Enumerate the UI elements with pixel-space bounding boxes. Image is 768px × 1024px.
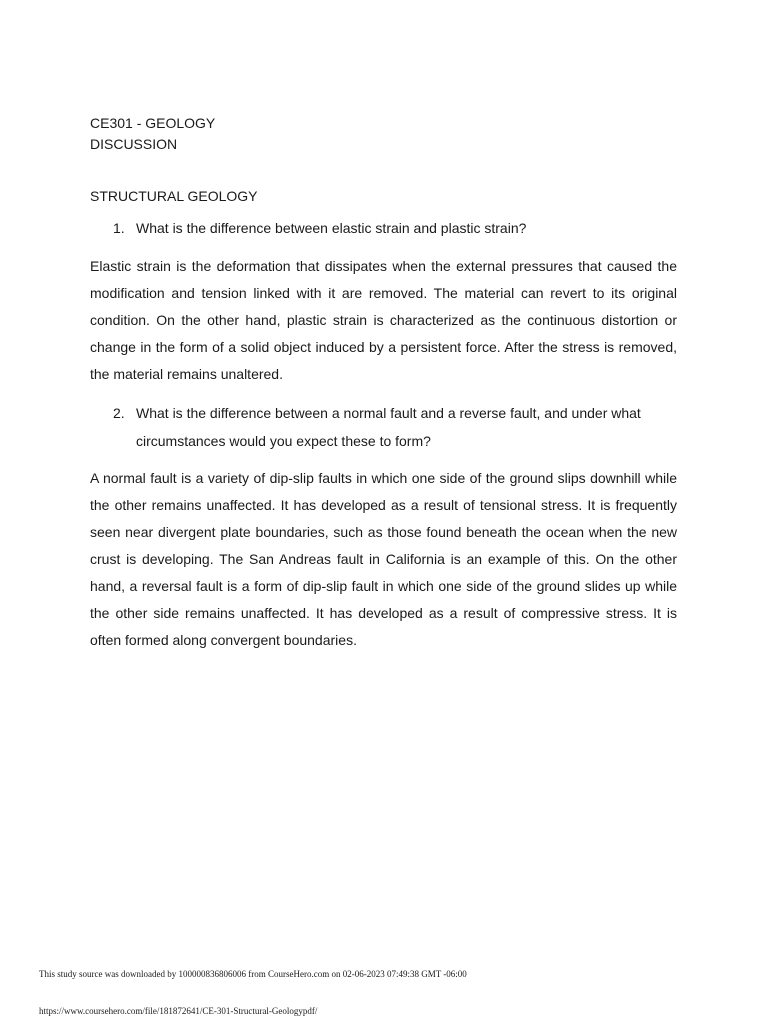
answer-1: Elastic strain is the deformation that dissipates when the external pressures that caused the modification and tension linked with it are removed. The material can revert to its original condition. On the other hand, plastic strain is characterized as the continuous distortion or change in the form of a solid object induced by a persistent force. After the stress is removed, the material remains unaltered. — [90, 258, 677, 382]
question-text: What is the difference between a normal fault and a reverse fault, and under what circumstances would you expect these to form? — [136, 405, 641, 449]
answer-2: A normal fault is a variety of dip-slip faults in which one side of the ground slips downhill while the other remains unaffected. It has developed as a result of tensional stress. It is frequently seen near divergent plate boundaries, such as those found beneath the ocean when the new crust is developing. The San Andreas fault in California is an example of this. On the other hand, a reversal fault is a form of dip-slip fault in which one side of the ground slides up while the other side remains unaffected. It has developed as a result of compressive stress. It is often formed along convergent boundaries. — [90, 470, 677, 648]
question-1 — [113, 214, 673, 242]
course-title: CE301 - GEOLOGY — [90, 115, 216, 131]
question-number: 2. — [113, 405, 125, 421]
document-subtitle: DISCUSSION — [90, 136, 178, 152]
source-note: This study source was downloaded by 100000836806006 from CourseHero.com on 02-06-2023 07:49:38 GMT -06:00 — [39, 969, 467, 979]
section-title: STRUCTURAL GEOLOGY — [90, 188, 258, 204]
document-header — [90, 113, 215, 155]
question-2 — [113, 399, 673, 455]
source-url-link[interactable]: https://www.coursehero.com/file/181872641/CE-301-Structural-Geologypdf/ — [39, 1006, 318, 1016]
question-number: 1. — [113, 220, 125, 236]
question-text: What is the difference between elastic strain and plastic strain? — [136, 220, 527, 236]
